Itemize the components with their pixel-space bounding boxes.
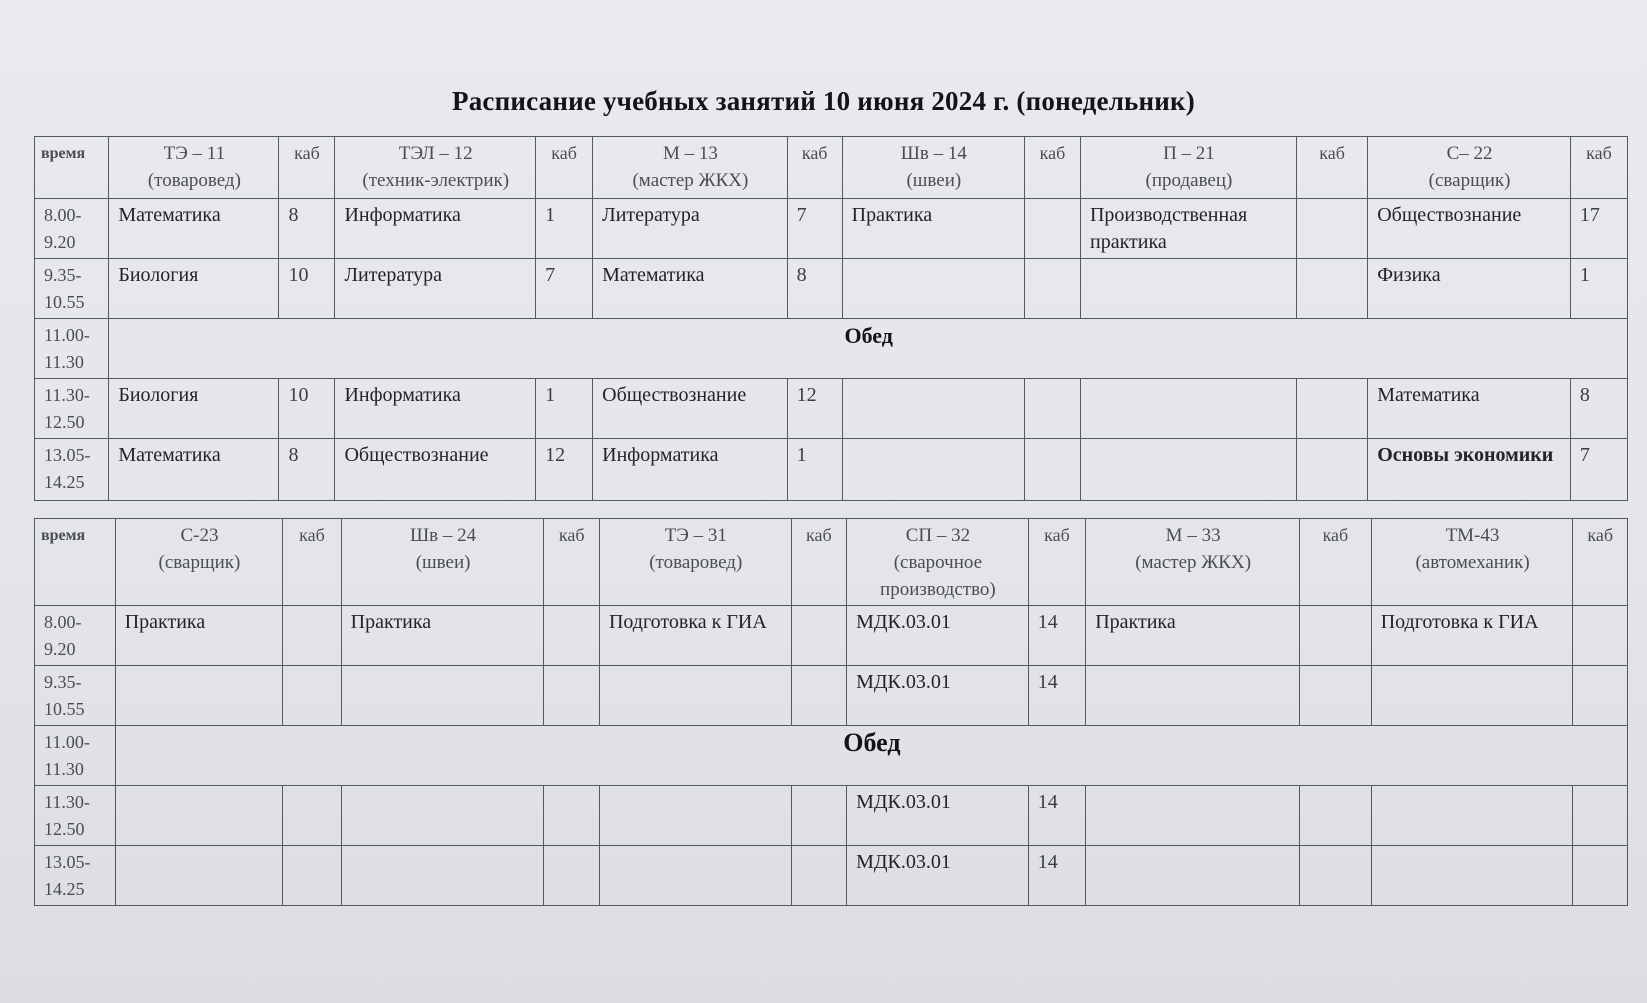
lunch-break: Обед: [115, 726, 1627, 786]
group-header: [341, 519, 544, 606]
subject-cell: Практика: [1086, 606, 1300, 666]
group-header: [335, 137, 536, 199]
room-number: 7: [1570, 439, 1627, 501]
group-name: ТЭЛ – 12: [398, 143, 473, 164]
time-end: 14.25: [44, 472, 85, 492]
room-column-header: каб: [1573, 519, 1628, 606]
time-column-header: время: [35, 519, 116, 606]
time-start: 8.00-: [44, 205, 82, 225]
room-number: [1296, 199, 1367, 259]
time-end: 10.55: [44, 699, 85, 719]
subject-cell: Математика: [593, 259, 788, 319]
lesson-row: [35, 666, 1628, 726]
subject-cell: [842, 379, 1024, 439]
room-number: [283, 786, 342, 846]
room-number: 1: [787, 439, 842, 501]
time-column-header: время: [35, 137, 109, 199]
time-end: 14.25: [44, 879, 85, 899]
room-number: [1573, 786, 1628, 846]
group-header: [593, 137, 788, 199]
subject-cell: Подготовка к ГИА: [599, 606, 791, 666]
room-number: 14: [1028, 786, 1086, 846]
time-end: 9.20: [44, 639, 76, 659]
subject-cell: [1371, 786, 1573, 846]
group-header: [115, 519, 282, 606]
group-specialty: (мастер ЖКХ): [632, 170, 749, 191]
group-header: [599, 519, 791, 606]
room-number: [1573, 666, 1628, 726]
subject-cell: [1080, 439, 1296, 501]
room-column-header: каб: [536, 137, 593, 199]
subject-cell: Обществознание: [593, 379, 788, 439]
room-column-header: каб: [787, 137, 842, 199]
group-header: [1080, 137, 1296, 199]
room-number: [1296, 439, 1367, 501]
subject-cell: [341, 786, 544, 846]
time-slot: [35, 319, 109, 379]
group-name: С-23: [180, 525, 219, 546]
subject-cell: Основы экономики: [1368, 439, 1571, 501]
time-slot: [35, 846, 116, 906]
room-column-header: каб: [791, 519, 846, 606]
group-specialty: (мастер ЖКХ): [1135, 552, 1252, 573]
room-number: [1300, 666, 1372, 726]
group-header: [1086, 519, 1300, 606]
room-number: 8: [279, 439, 335, 501]
lunch-row: [35, 319, 1628, 379]
subject-cell: Подготовка к ГИА: [1371, 606, 1573, 666]
subject-cell: Литература: [335, 259, 536, 319]
subject-cell: Математика: [109, 439, 279, 501]
time-slot: [35, 606, 116, 666]
group-name: Шв – 24: [409, 525, 477, 546]
subject-cell: Физика: [1368, 259, 1571, 319]
group-header: [109, 137, 279, 199]
time-slot: [35, 786, 116, 846]
lunch-break: Обед: [109, 319, 1628, 379]
time-start: 13.05-: [44, 445, 91, 465]
room-number: [283, 846, 342, 906]
room-column-header: каб: [544, 519, 599, 606]
time-slot: [35, 726, 116, 786]
time-end: 10.55: [44, 292, 85, 312]
schedule-table-first-year: [34, 136, 1628, 501]
room-number: 8: [1570, 379, 1627, 439]
group-specialty: (сварщик): [158, 552, 241, 573]
subject-cell: Обществознание: [1368, 199, 1571, 259]
room-number: 14: [1028, 606, 1086, 666]
group-specialty: (автомеханик): [1415, 552, 1530, 573]
room-number: [1296, 379, 1367, 439]
room-number: [1300, 846, 1372, 906]
group-specialty: (сварщик): [1428, 170, 1511, 191]
group-name: ТЭ – 31: [664, 525, 727, 546]
time-start: 11.30-: [44, 792, 90, 812]
room-column-header: каб: [279, 137, 335, 199]
subject-cell: [1086, 786, 1300, 846]
subject-cell: Производственная практика: [1080, 199, 1296, 259]
room-number: [791, 846, 846, 906]
group-specialty: (сварочное производство): [880, 552, 996, 600]
time-start: 9.35-: [44, 672, 82, 692]
subject-cell: [599, 786, 791, 846]
subject-cell: [842, 259, 1024, 319]
lesson-row: [35, 439, 1628, 501]
time-end: 12.50: [44, 412, 85, 432]
header-row: [35, 137, 1628, 199]
room-number: 10: [279, 259, 335, 319]
time-start: 11.00-: [44, 732, 90, 752]
time-slot: [35, 379, 109, 439]
time-start: 11.30-: [44, 385, 90, 405]
time-end: 11.30: [44, 352, 84, 372]
subject-cell: МДК.03.01: [847, 786, 1029, 846]
subject-cell: [115, 786, 282, 846]
time-start: 9.35-: [44, 265, 82, 285]
subject-cell: [341, 846, 544, 906]
room-number: [1573, 846, 1628, 906]
room-column-header: каб: [1296, 137, 1367, 199]
subject-cell: [599, 846, 791, 906]
room-number: 12: [536, 439, 593, 501]
subject-cell: [1080, 259, 1296, 319]
room-number: [1573, 606, 1628, 666]
room-column-header: каб: [1300, 519, 1372, 606]
room-number: [1300, 606, 1372, 666]
group-header: [1368, 137, 1571, 199]
room-number: [1300, 786, 1372, 846]
room-number: 7: [787, 199, 842, 259]
room-number: 10: [279, 379, 335, 439]
subject-cell: [115, 846, 282, 906]
group-name: П – 21: [1163, 143, 1215, 164]
room-number: 12: [787, 379, 842, 439]
subject-cell: Практика: [341, 606, 544, 666]
room-column-header: каб: [1024, 137, 1080, 199]
subject-cell: Информатика: [593, 439, 788, 501]
subject-cell: Обществознание: [335, 439, 536, 501]
room-number: [791, 606, 846, 666]
subject-cell: Математика: [1368, 379, 1571, 439]
time-end: 9.20: [44, 232, 76, 252]
time-slot: [35, 666, 116, 726]
group-specialty: (товаровед): [147, 170, 241, 191]
group-header: [847, 519, 1029, 606]
group-name: Шв – 14: [900, 143, 967, 164]
time-end: 11.30: [44, 759, 84, 779]
group-name: С– 22: [1446, 143, 1493, 164]
room-number: [791, 786, 846, 846]
group-name: СП – 32: [905, 525, 971, 546]
lesson-row: [35, 199, 1628, 259]
room-number: [1024, 439, 1080, 501]
lesson-row: [35, 786, 1628, 846]
group-header: [1371, 519, 1573, 606]
subject-cell: [1371, 666, 1573, 726]
room-number: [544, 846, 599, 906]
room-number: 14: [1028, 666, 1086, 726]
subject-cell: [1371, 846, 1573, 906]
time-start: 11.00-: [44, 325, 90, 345]
subject-cell: Биология: [109, 379, 279, 439]
time-start: 8.00-: [44, 612, 82, 632]
subject-cell: Литература: [593, 199, 788, 259]
group-specialty: (товаровед): [649, 552, 743, 573]
room-column-header: каб: [1028, 519, 1086, 606]
room-column-header: каб: [283, 519, 342, 606]
room-number: 1: [536, 379, 593, 439]
room-number: 14: [1028, 846, 1086, 906]
room-number: 8: [787, 259, 842, 319]
lesson-row: [35, 259, 1628, 319]
lesson-row: [35, 846, 1628, 906]
schedule-table-senior-year: [34, 518, 1628, 906]
room-number: 17: [1570, 199, 1627, 259]
subject-cell: [599, 666, 791, 726]
subject-cell: Математика: [109, 199, 279, 259]
subject-cell: МДК.03.01: [847, 606, 1029, 666]
group-specialty: (продавец): [1145, 170, 1233, 191]
room-number: 8: [279, 199, 335, 259]
group-name: М – 13: [662, 143, 718, 164]
subject-cell: МДК.03.01: [847, 846, 1029, 906]
room-number: 7: [536, 259, 593, 319]
time-start: 13.05-: [44, 852, 91, 872]
time-end: 12.50: [44, 819, 85, 839]
subject-cell: [842, 439, 1024, 501]
group-header: [842, 137, 1024, 199]
room-number: [544, 786, 599, 846]
room-number: [544, 606, 599, 666]
lesson-row: [35, 606, 1628, 666]
subject-cell: Информатика: [335, 199, 536, 259]
room-number: [791, 666, 846, 726]
subject-cell: [115, 666, 282, 726]
group-specialty: (техник-электрик): [362, 170, 510, 191]
subject-cell: [1086, 846, 1300, 906]
room-number: [1296, 259, 1367, 319]
room-number: [1024, 259, 1080, 319]
room-number: 1: [1570, 259, 1627, 319]
subject-cell: [1080, 379, 1296, 439]
room-number: [283, 666, 342, 726]
time-slot: [35, 199, 109, 259]
subject-cell: Практика: [842, 199, 1024, 259]
subject-cell: Практика: [115, 606, 282, 666]
subject-cell: МДК.03.01: [847, 666, 1029, 726]
header-row: [35, 519, 1628, 606]
room-number: 1: [536, 199, 593, 259]
subject-cell: [341, 666, 544, 726]
lunch-row: [35, 726, 1628, 786]
time-slot: [35, 439, 109, 501]
subject-cell: [1086, 666, 1300, 726]
room-column-header: каб: [1570, 137, 1627, 199]
room-number: [1024, 199, 1080, 259]
page-title: Расписание учебных занятий 10 июня 2024 г. (понедельник): [452, 86, 1195, 116]
room-number: [283, 606, 342, 666]
group-specialty: (швеи): [906, 170, 962, 191]
room-number: [544, 666, 599, 726]
subject-cell: Информатика: [335, 379, 536, 439]
time-slot: [35, 259, 109, 319]
room-number: [1024, 379, 1080, 439]
lesson-row: [35, 379, 1628, 439]
group-specialty: (швеи): [415, 552, 471, 573]
group-name: М – 33: [1165, 525, 1221, 546]
group-name: ТМ-43: [1445, 525, 1500, 546]
group-name: ТЭ – 11: [163, 143, 226, 164]
subject-cell: Биология: [109, 259, 279, 319]
